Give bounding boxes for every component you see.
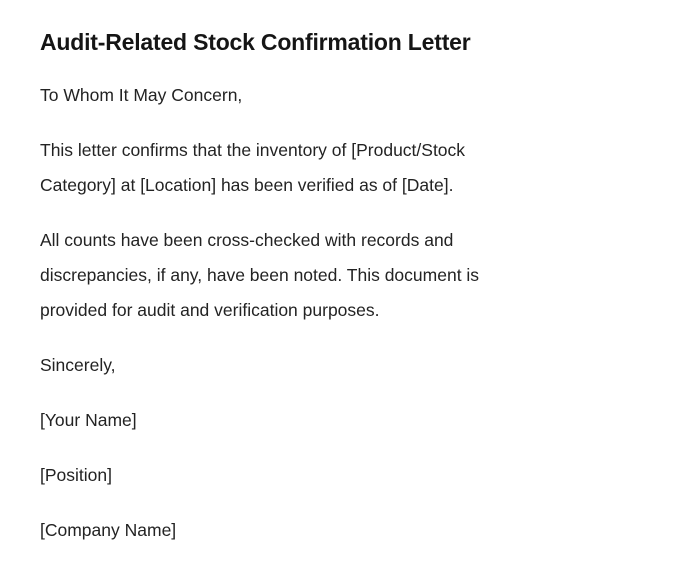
signature-name-placeholder: [Your Name] <box>40 410 137 430</box>
paragraph-line: All counts have been cross-checked with records and <box>40 230 454 250</box>
paragraph-line: provided for audit and verification purposes. <box>40 300 380 320</box>
signature-company-placeholder: [Company Name] <box>40 520 177 540</box>
letter-paragraph-inventory <box>40 133 660 203</box>
paragraph-line: Category] at [Location] has been verified as of [Date]. <box>40 175 454 195</box>
letter-salutation: To Whom It May Concern, <box>40 85 243 105</box>
signature-position-placeholder: [Position] <box>40 465 112 485</box>
letter-closing: Sincerely, <box>40 355 116 375</box>
letter-title: Audit-Related Stock Confirmation Letter <box>40 29 471 55</box>
paragraph-line: discrepancies, if any, have been noted. This document is <box>40 265 480 285</box>
letter-paragraph-counts <box>40 223 660 328</box>
paragraph-line: This letter confirms that the inventory of [Product/Stock <box>40 140 466 160</box>
